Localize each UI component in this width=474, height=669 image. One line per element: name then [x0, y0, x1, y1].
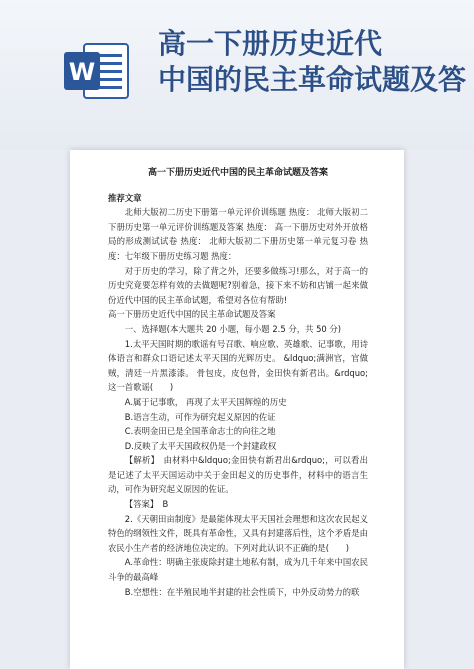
word-logo-letter: W	[68, 58, 96, 86]
banner-title	[158, 26, 474, 98]
document-paragraph: B.语言生动，可作为研究起义原因的佐证	[124, 411, 276, 422]
document-page	[70, 150, 404, 669]
document-title: 高一下册历史近代中国的民主革命试题及答案	[147, 168, 328, 178]
document-paragraphs	[108, 191, 368, 600]
preview-banner	[0, 0, 474, 150]
document-paragraph: 北师大版初二历史下册第一单元评价训练题 热度： 北师大版初二下册历史第一单元评价训练题及答案 热度： 高一下册历史对外开放格局的形成测试试卷 热度： 北师大版初二下册历史第一单元复习卷 热度：七年级下册历史练习题 热度：	[108, 207, 368, 261]
document-paragraph: A.革命性：明确主张废除封建土地私有制，成为几千年来中国农民斗争的最高峰	[108, 557, 368, 583]
document-paragraph: 一、选择题(本大题共 20 小题，每小题 2.5 分，共 50 分)	[124, 323, 342, 334]
document-paragraph: C.表明金田已是全国革命志士的向往之地	[124, 426, 276, 437]
document-paragraph: 对于历史的学习，除了背之外，还要多做练习!那么，对于高一的历史究竟要怎样有效的去做题呢?别着急，接下来不妨和店铺一起来做份近代中国的民主革命试题，希望对各位有帮助!	[108, 265, 368, 305]
document-body	[108, 166, 368, 599]
document-paragraph: 2.《天朝田亩制度》是最能体现太平天国社会理想和这次农民起义特色的纲领性文件，既具有革命性，又具有封建落后性，这个矛盾是由农民小生产者的经济地位决定的。下列对此认识不正确的是( )	[108, 513, 368, 553]
section-heading: 推荐文章	[108, 192, 142, 203]
document-paragraph: 【答案】 B	[124, 499, 169, 510]
word-document-icon	[62, 40, 132, 102]
document-paragraph: 1.太平天国时期的歌谣有号召歌、响应歌、英雄歌、记事歌，用诗体语言和群众口语记述太平天国的光辉历史。 &ldquo;满洲官，官做贼，清廷一片黑漆漆。 骨包皮，皮包骨，金田快有新君出。&rdquo;这一首歌谣( )	[108, 338, 368, 393]
banner-title-line-2: 中国的民主革命试题及答	[158, 63, 467, 96]
document-paragraph: D.反映了太平天国政权仍是一个封建政权	[124, 440, 277, 451]
document-paragraph: 高一下册历史近代中国的民主革命试题及答案	[108, 309, 276, 320]
document-paragraph: 【解析】 由材料中&ldquo;金田快有新君出&rdquo;，可以看出是记述了太平天国运动中关于金田起义的历史事件，材料中的语言生动，可作为研究起义原因的佐证。	[108, 455, 368, 495]
banner-title-line-1: 高一下册历史近代	[158, 27, 383, 60]
document-paragraph: A.属于记事歌， 再现了太平天国辉煌的历史	[124, 396, 287, 407]
document-paragraph: B.空想性：在半殖民地半封建的社会性质下，中外反动势力的联	[124, 586, 360, 597]
